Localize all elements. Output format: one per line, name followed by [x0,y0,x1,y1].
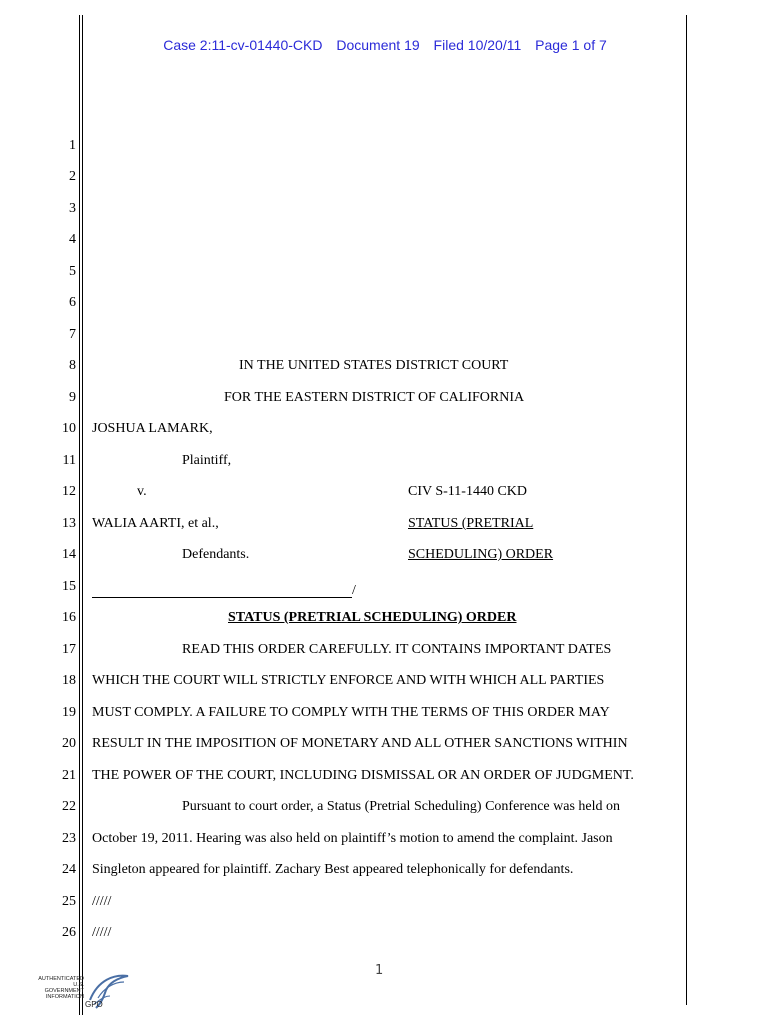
line-number: 4 [69,232,76,247]
continuation-mark: ///// [92,925,112,940]
line-number: 25 [62,894,76,909]
paragraph-line: RESULT IN THE IMPOSITION OF MONETARY AND ALL OTHER SANCTIONS WITHIN [92,736,628,751]
paragraph-line: WHICH THE COURT WILL STRICTLY ENFORCE AND WITH WHICH ALL PARTIES [92,673,605,688]
case-header [0,37,770,53]
paragraph-line: Pursuant to court order, a Status (Pretrial Scheduling) Conference was held on [182,799,620,814]
line-number: 14 [62,547,76,562]
defendant-role: Defendants. [182,547,250,562]
line-number: 10 [62,421,76,436]
document-title-line1: STATUS (PRETRIAL [408,516,534,531]
document-number: Document 19 [336,37,420,53]
left-margin-rule-inner [82,15,83,1015]
line-number: 24 [62,862,76,877]
paragraph-line: READ THIS ORDER CAREFULLY. IT CONTAINS IMPORTANT DATES [182,642,612,657]
seal-text: AUTHENTICATED U.S. GOVERNMENT INFORMATION [38,976,84,1000]
paragraph-line: October 19, 2011. Hearing was also held on plaintiff’s motion to amend the complaint. Jason [92,831,613,846]
court-district: FOR THE EASTERN DISTRICT OF CALIFORNIA [224,390,525,405]
line-number: 26 [62,925,76,940]
line-number: 19 [62,705,76,720]
caption-slash: / [352,583,356,598]
line-number: 7 [69,327,76,342]
filed-date: Filed 10/20/11 [433,37,522,53]
paragraph-line: Singleton appeared for plaintiff. Zachary Best appeared telephonically for defendants. [92,862,574,877]
line-number: 18 [62,673,76,688]
left-margin-rule [79,15,80,1015]
line-number: 11 [62,453,76,468]
case-number: Case 2:11-cv-01440-CKD [163,37,323,53]
line-number: 8 [69,358,76,373]
versus: v. [137,484,147,499]
line-number: 13 [62,516,76,531]
seal-gpo: GPO [85,1000,103,1009]
document-title-line2: SCHEDULING) ORDER [408,547,554,562]
civil-case-number: CIV S-11-1440 CKD [408,484,528,499]
page-number: 1 [375,963,384,978]
line-number: 21 [62,768,76,783]
line-number: 20 [62,736,76,751]
line-number: 17 [62,642,76,657]
defendant-name: WALIA AARTI, et al., [92,516,219,531]
paragraph-line: THE POWER OF THE COURT, INCLUDING DISMISSAL OR AN ORDER OF JUDGMENT. [92,768,634,783]
line-number: 9 [69,390,76,405]
page-indicator: Page 1 of 7 [535,37,607,53]
plaintiff-name: JOSHUA LAMARK, [92,421,213,436]
line-number: 2 [69,169,76,184]
line-number: 1 [69,138,76,153]
caption-underline [92,597,352,598]
line-number: 16 [62,610,76,625]
line-number: 23 [62,831,76,846]
line-number: 3 [69,201,76,216]
order-heading: STATUS (PRETRIAL SCHEDULING) ORDER [228,610,517,625]
plaintiff-role: Plaintiff, [182,453,232,468]
right-margin-rule [686,15,687,1005]
line-number: 6 [69,295,76,310]
line-number: 12 [62,484,76,499]
line-number: 15 [62,579,76,594]
continuation-mark: ///// [92,894,112,909]
line-number: 22 [62,799,76,814]
gpo-authentication-seal [36,970,136,1020]
paragraph-line: MUST COMPLY. A FAILURE TO COMPLY WITH THE TERMS OF THIS ORDER MAY [92,705,610,720]
line-number: 5 [69,264,76,279]
